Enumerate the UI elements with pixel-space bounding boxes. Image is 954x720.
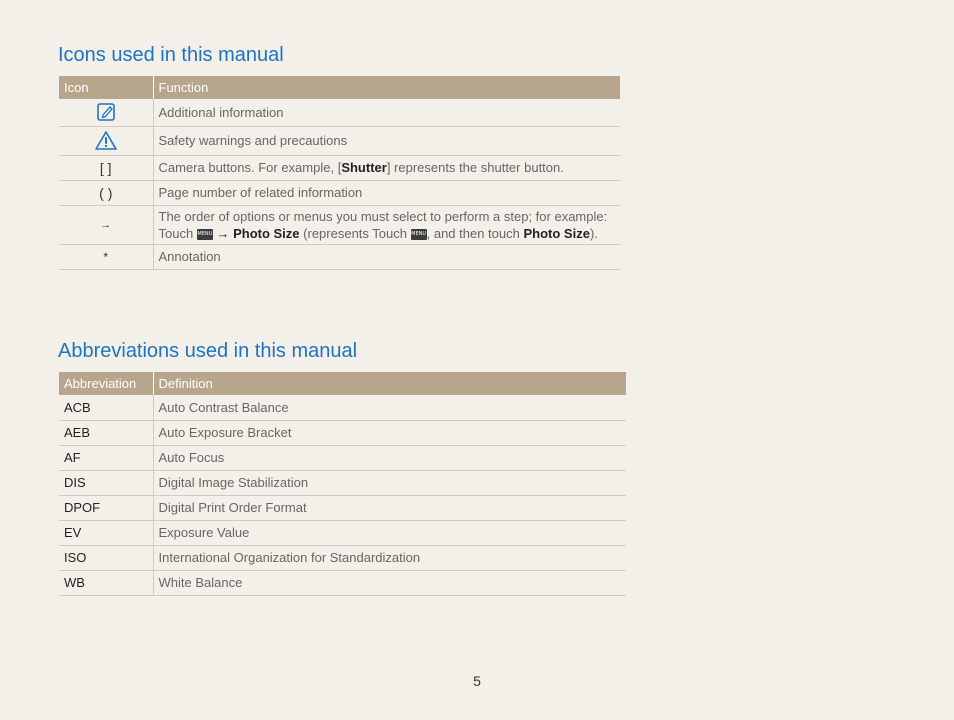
- icons-table: [59, 76, 620, 270]
- menu-button-icon: MENU: [411, 229, 427, 240]
- definition: Digital Image Stabilization: [153, 470, 626, 495]
- abbreviation-column-header: Abbreviation: [59, 372, 153, 395]
- abbreviation: DPOF: [59, 495, 153, 520]
- abbreviation: ACB: [59, 395, 153, 420]
- note-icon: [95, 102, 117, 122]
- function-text: The order of options or menus you must select to perform a step; for example: Touch MENU → Photo Size (represents Touch MENU, and then touch Photo Size).: [153, 205, 620, 244]
- abbreviations-table: [59, 372, 626, 596]
- abbreviations-section-title: Abbreviations used in this manual: [58, 340, 358, 362]
- brackets-symbol: [ ]: [59, 155, 153, 180]
- table-row: [59, 420, 626, 445]
- table-row: [59, 545, 626, 570]
- abbreviation: AEB: [59, 420, 153, 445]
- definition: Exposure Value: [153, 520, 626, 545]
- icon-column-header: Icon: [59, 76, 153, 99]
- parentheses-symbol: ( ): [59, 180, 153, 205]
- abbreviation: WB: [59, 570, 153, 595]
- definition-column-header: Definition: [153, 372, 626, 395]
- table-row: [59, 126, 620, 155]
- definition: White Balance: [153, 570, 626, 595]
- table-row: [59, 395, 626, 420]
- function-text: Additional information: [153, 99, 620, 126]
- table-row: [59, 495, 626, 520]
- table-row: [59, 99, 620, 126]
- function-text: Camera buttons. For example, [Shutter] represents the shutter button.: [153, 155, 620, 180]
- icons-table-header: [59, 76, 620, 99]
- warning-icon: [94, 130, 118, 151]
- table-row: [59, 244, 620, 269]
- definition: Auto Contrast Balance: [153, 395, 626, 420]
- definition: Auto Focus: [153, 445, 626, 470]
- definition: Digital Print Order Format: [153, 495, 626, 520]
- table-row: [59, 570, 626, 595]
- abbreviation: EV: [59, 520, 153, 545]
- abbreviations-table-header: [59, 372, 626, 395]
- table-row: [59, 155, 620, 180]
- abbreviation: ISO: [59, 545, 153, 570]
- definition: Auto Exposure Bracket: [153, 420, 626, 445]
- function-text: Page number of related information: [153, 180, 620, 205]
- abbreviation: AF: [59, 445, 153, 470]
- definition: International Organization for Standardization: [153, 545, 626, 570]
- page-number: 5: [473, 673, 481, 689]
- icons-section-title: Icons used in this manual: [58, 44, 284, 66]
- table-row: [59, 470, 626, 495]
- table-row: [59, 205, 620, 244]
- shutter-label: Shutter: [341, 160, 387, 175]
- table-row: [59, 180, 620, 205]
- abbreviation: DIS: [59, 470, 153, 495]
- function-text: Safety warnings and precautions: [153, 126, 620, 155]
- function-text: Annotation: [153, 244, 620, 269]
- function-column-header: Function: [153, 76, 620, 99]
- asterisk-symbol: *: [59, 244, 153, 269]
- menu-button-icon: MENU: [197, 229, 213, 240]
- arrow-symbol: →: [59, 205, 153, 244]
- table-row: [59, 445, 626, 470]
- table-row: [59, 520, 626, 545]
